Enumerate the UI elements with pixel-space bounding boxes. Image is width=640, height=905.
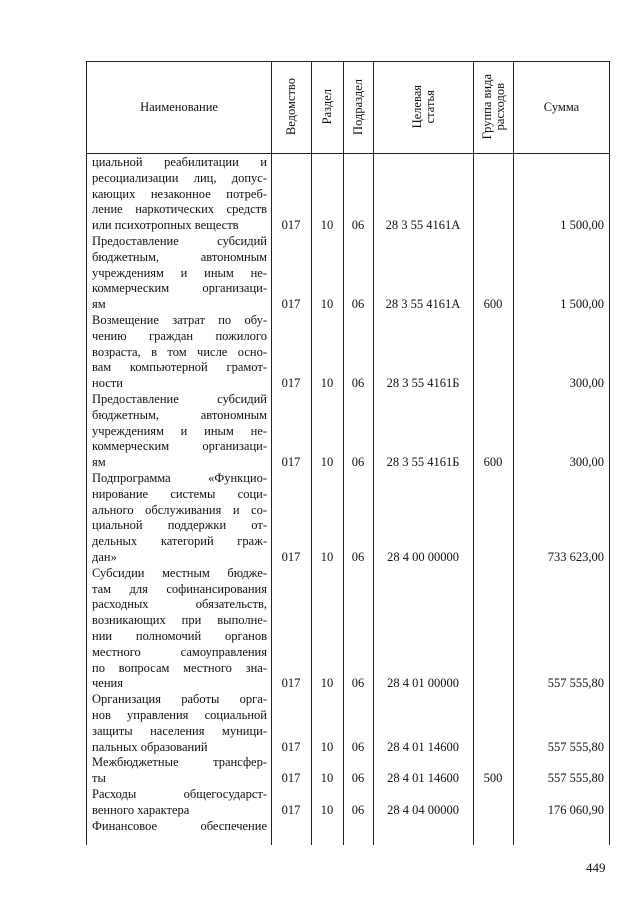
podrazdel-cell: 06 [351, 376, 365, 391]
row-name-line: Расходы общегосударст- [92, 787, 267, 801]
row-name-line: Межбюджетные трансфер- [92, 755, 267, 770]
row-name-line: нов управления социальной [92, 707, 267, 722]
row-name-line: возраста, в том числе осно- [92, 344, 267, 359]
row-name-line: дельных категорий граж- [92, 534, 267, 549]
row-name [92, 155, 267, 234]
vedomstvo-cell: 017 [281, 218, 301, 233]
row-name-line: Организация работы орга- [92, 692, 267, 707]
row-name-line: чения [92, 676, 123, 691]
header-gruppa-rashodov: Группа вида расходов [479, 74, 507, 140]
col-border [609, 61, 610, 845]
summa-cell: 1 500,00 [560, 218, 604, 233]
row-name-line: местного самоуправления [92, 644, 267, 659]
row-name [92, 692, 267, 755]
row-name-line: ты [92, 771, 106, 786]
row-name-line: коммерческим организаци- [92, 439, 267, 454]
row-name [92, 819, 267, 835]
row-name-line: Подпрограмма «Функцио- [92, 471, 267, 485]
header-podrazdel: Подраздел [351, 79, 365, 135]
razdel-cell: 10 [320, 376, 334, 391]
col-border [311, 61, 312, 845]
summa-cell: 557 555,80 [547, 676, 604, 691]
row-name-line: там для софинансирования [92, 581, 267, 596]
celevaya-statya-cell: 28 4 01 00000 [387, 676, 459, 691]
celevaya-statya-cell: 28 4 04 00000 [387, 802, 459, 817]
razdel-cell: 10 [320, 676, 334, 691]
row-name-line: чению граждан пожилого [92, 328, 267, 343]
row-name-line: возникающих при выполне- [92, 613, 267, 628]
vedomstvo-cell: 017 [281, 550, 301, 564]
vedomstvo-cell: 017 [281, 676, 301, 691]
row-name-line: Предоставление субсидий [92, 392, 267, 406]
row-name-line: ление наркотических средств [92, 202, 267, 217]
razdel-cell: 10 [320, 771, 334, 786]
row-name-line: по вопросам местного зна- [92, 660, 267, 675]
row-name-line: Финансовое обеспечение [92, 818, 267, 833]
summa-cell: 557 555,80 [547, 739, 604, 754]
row-name-line: ресоциализации лиц, допус- [92, 170, 267, 185]
row-name-line: пальных образований [92, 739, 208, 754]
row-name [92, 313, 267, 392]
row-name [92, 566, 267, 692]
row-name-line: нии полномочий органов [92, 628, 267, 643]
page-number: 449 [586, 860, 606, 875]
gruppa-cell: 600 [483, 455, 503, 470]
row-name-line: защиты населения муници- [92, 723, 267, 738]
podrazdel-cell: 06 [351, 676, 365, 691]
row-name-line: дан» [92, 549, 117, 564]
row-name-line: кающих незаконное потреб- [92, 186, 267, 201]
row-name-line: бюджетным, автономным [92, 249, 267, 264]
row-name-line: циальной поддержки от- [92, 518, 267, 533]
col-border [271, 61, 272, 845]
vedomstvo-cell: 017 [281, 771, 301, 786]
summa-cell: 1 500,00 [560, 297, 604, 312]
header-bottom-border [86, 153, 610, 154]
row-name [92, 787, 267, 819]
col-border [373, 61, 374, 845]
row-name-line: учреждениям и иным не- [92, 423, 267, 438]
row-name-line: венного характера [92, 802, 190, 817]
celevaya-statya-cell: 28 3 55 4161Б [386, 455, 460, 470]
celevaya-statya-cell: 28 3 55 4161Б [386, 376, 460, 391]
vedomstvo-cell: 017 [281, 376, 301, 391]
celevaya-statya-cell: 28 4 00 00000 [387, 550, 459, 564]
summa-cell: 176 060,90 [547, 802, 604, 817]
razdel-cell: 10 [320, 802, 334, 817]
row-name [92, 392, 267, 471]
podrazdel-cell: 06 [351, 455, 365, 470]
row-name-line: нирование системы соци- [92, 486, 267, 501]
celevaya-statya-cell: 28 3 55 4161А [385, 297, 461, 312]
col-border [86, 61, 87, 845]
header-vedomstvo: Ведомство [284, 78, 298, 136]
razdel-cell: 10 [320, 550, 334, 564]
vedomstvo-cell: 017 [281, 297, 301, 312]
summa-cell: 300,00 [569, 376, 604, 391]
row-name-line: расходных обязательств, [92, 597, 267, 612]
row-name-line: Предоставление субсидий [92, 234, 267, 248]
razdel-cell: 10 [320, 739, 334, 754]
summa-cell: 557 555,80 [547, 771, 604, 786]
row-name-line: учреждениям и иным не- [92, 265, 267, 280]
vedomstvo-cell: 017 [281, 455, 301, 470]
podrazdel-cell: 06 [351, 218, 365, 233]
row-name-line: коммерческим организаци- [92, 281, 267, 296]
celevaya-statya-cell: 28 4 01 14600 [387, 739, 459, 754]
podrazdel-cell: 06 [351, 771, 365, 786]
row-name-line: ального обслуживания и со- [92, 502, 267, 517]
summa-cell: 733 623,00 [547, 550, 604, 564]
col-border [343, 61, 344, 845]
podrazdel-cell: 06 [351, 550, 365, 564]
row-name-line: ям [92, 455, 106, 470]
vedomstvo-cell: 017 [281, 802, 301, 817]
row-name-line: Субсидии местным бюдже- [92, 565, 267, 580]
row-name [92, 471, 267, 566]
row-name-line: или психотропных веществ [92, 218, 239, 233]
razdel-cell: 10 [320, 218, 334, 233]
header-name: Наименование [140, 99, 218, 114]
header-summa: Сумма [543, 99, 580, 114]
row-name [92, 755, 267, 787]
row-name-line: Возмещение затрат по обу- [92, 313, 267, 327]
celevaya-statya-cell: 28 3 55 4161А [385, 218, 461, 233]
col-border [473, 61, 474, 845]
podrazdel-cell: 06 [351, 802, 365, 817]
vedomstvo-cell: 017 [281, 739, 301, 754]
summa-cell: 300,00 [569, 455, 604, 470]
header-razdel: Раздел [320, 89, 334, 125]
razdel-cell: 10 [320, 455, 334, 470]
row-name-line: ям [92, 297, 106, 312]
row-name-line: ности [92, 376, 123, 391]
podrazdel-cell: 06 [351, 739, 365, 754]
podrazdel-cell: 06 [351, 297, 365, 312]
row-name-line: бюджетным, автономным [92, 407, 267, 422]
gruppa-cell: 500 [483, 771, 503, 786]
razdel-cell: 10 [320, 297, 334, 312]
row-name-line: циальной реабилитации и [92, 155, 267, 169]
celevaya-statya-cell: 28 4 01 14600 [387, 771, 459, 786]
row-name-line: вам компьютерной грамот- [92, 360, 267, 375]
col-border [513, 61, 514, 845]
gruppa-cell: 600 [483, 297, 503, 312]
header-celevaya-statya: Целевая статья [409, 85, 437, 129]
row-name [92, 234, 267, 313]
